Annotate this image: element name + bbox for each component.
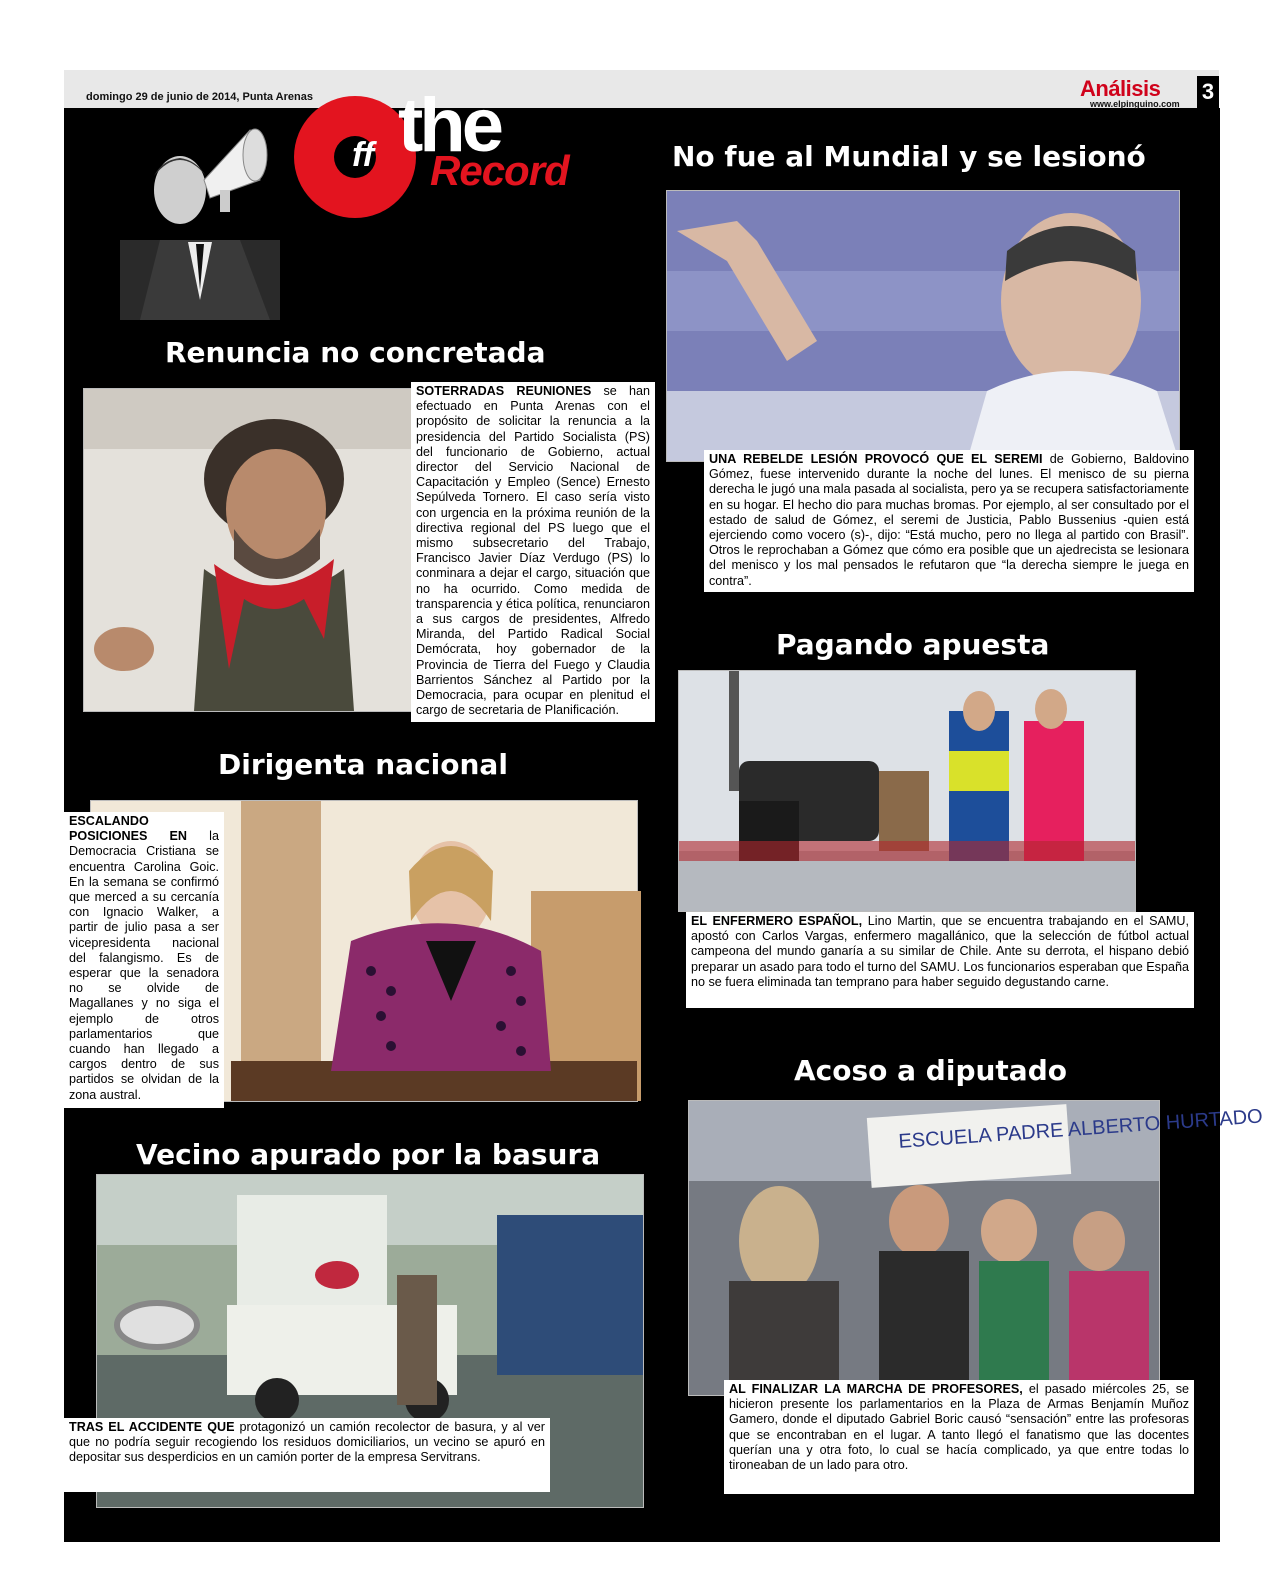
page-number: 3: [1197, 76, 1219, 108]
photo-acoso: [688, 1100, 1264, 1396]
lead-apuesta: EL ENFERMERO ESPAÑOL,: [691, 914, 863, 928]
headline-vecino: Vecino apurado por la basura: [136, 1138, 601, 1171]
headline-dirigenta: Dirigenta nacional: [218, 748, 508, 781]
headline-acoso: Acoso a diputado: [794, 1054, 1067, 1087]
logo-off-text: ff: [352, 136, 375, 174]
header-bar: [64, 70, 1219, 110]
headline-apuesta: Pagando apuesta: [776, 628, 1050, 661]
body-acoso: el pasado miércoles 25, se hicieron presente los parlamentarios en la Plaza de Armas Benjamín Muñoz Gamero, donde el diputado Gabriel Boric causó “sensación” entre las profesoras que se encontraban en el lugar. A tanto llegó el fanatismo que las docentes querían una y otra foto, lo cual se hacía complicado, ya que entre todas lo tironeaban de un lado para otro.: [729, 1382, 1190, 1473]
headline-mundial: No fue al Mundial y se lesionó: [672, 140, 1146, 173]
text-renuncia: [411, 382, 655, 722]
photo-apuesta: [678, 670, 1136, 912]
logo-the-text: the: [398, 83, 500, 168]
banner-text: ESCUELA PADRE ALBERTO HURTADO: [897, 1105, 1264, 1153]
lead-renuncia: SOTERRADAS REUNIONES: [416, 384, 592, 398]
lead-vecino: TRAS EL ACCIDENTE QUE: [69, 1420, 235, 1434]
text-vecino: [64, 1418, 550, 1492]
lead-dirigenta: ESCALANDO POSICIONES EN: [69, 814, 188, 844]
date-line: domingo 29 de junio de 2014, Punta Arenas: [86, 91, 313, 103]
body-mundial: de Gobierno, Baldovino Gómez, fuese intervenido durante la noche del lunes. El menisco de su pierna derecha le jugó una mala pasada al socialista, pero ya se recupera satisfactoriamente en su hogar. El hecho dio para muchas bromas. Por ejemplo, al ser consultado por el estado de salud de Gómez, el seremi de Justicia, Pablo Bussenius -quien está ejerciendo como vocero (s)-, dijo: “Está mucho, pero no llega al partido con Brasil”. Otros le reprochaban a Gómez que cómo era posible que un ajedrecista se lesionara del menisco y los mal pensados le refutaron que “la derecha siempre le juega en contra”.: [709, 452, 1190, 588]
body-renuncia: se han efectuado en Punta Arenas con el propósito de solicitar la renuncia a la presidencia del Partido Socialista (PS) del funcionario de Gobierno, actual director del Servicio Nacional de Capacitación y Empleo (Sence) Ernesto Sepúlveda Tornero. El caso sería visto con urgencia en la próxima reunión de la directiva regional del PS luego que el mismo subsecretario del Trabajo, Francisco Javier Díaz Verdugo (PS) lo conminara a dejar el cargo, situación que no ha ocurrido. Como medida de transparencia y ética política, renunciaron a sus cargos de presidentes, Alfredo Miranda, del Partido Radical Social Demócrata, hoy gobernador de la Provincia de Tierra del Fuego y Claudia Barrientos Sánchez al Partido por la Democracia, para ocupar en plenitud el cargo de secretaria de Planificación.: [416, 384, 650, 718]
headline-renuncia: Renuncia no concretada: [165, 336, 546, 369]
brand-url: www.elpinguino.com: [1090, 99, 1180, 109]
text-mundial: [704, 450, 1194, 592]
photo-mundial: [666, 190, 1180, 462]
body-dirigenta: la Democracia Cristiana se encuentra Carolina Goic. En la semana se confirmó que merced a su cercanía con Ignacio Walker, a partir de julio pasa a ser vicepresidenta nacional del falangismo. Es de esperar que la senadora no se olvide de Magallanes y no siga el ejemplo de otros parlamentarios que cuando han llegado a cargos dentro de sus partidos se olvidan de la zona austral.: [69, 829, 219, 1102]
logo-record-text: Record: [430, 147, 569, 194]
lead-acoso: AL FINALIZAR LA MARCHA DE PROFESORES,: [729, 1382, 1023, 1396]
megaphone-man-illustration: [100, 120, 300, 320]
body-apuesta: Lino Martin, que se encuentra trabajando en el SAMU, apostó con Carlos Vargas, enfermero magallánico, que la selección de fútbol actual campeona del mundo ganaría a su similar de Chile. Ante su derrota, el hispano debió preparar un asado para todo el turno del SAMU. Los funcionarios esperaban que España no se fuera eliminada tan temprano para haber seguido degustando carne.: [691, 914, 1189, 989]
text-dirigenta: [64, 812, 224, 1108]
text-acoso: [724, 1380, 1194, 1494]
text-apuesta: [686, 912, 1194, 1008]
body-vecino: protagonizó un camión recolector de basura, y al ver que no podría seguir recogiendo los residuos domiciliarios, un vecino se apuró en depositar sus desperdicios en un camión porter de la empresa Servitrans.: [69, 1420, 545, 1465]
photo-renuncia: [83, 388, 415, 712]
lead-mundial: UNA REBELDE LESIÓN PROVOCÓ QUE EL SEREMI: [709, 452, 1043, 466]
brand-name: Análisis: [1080, 76, 1161, 101]
